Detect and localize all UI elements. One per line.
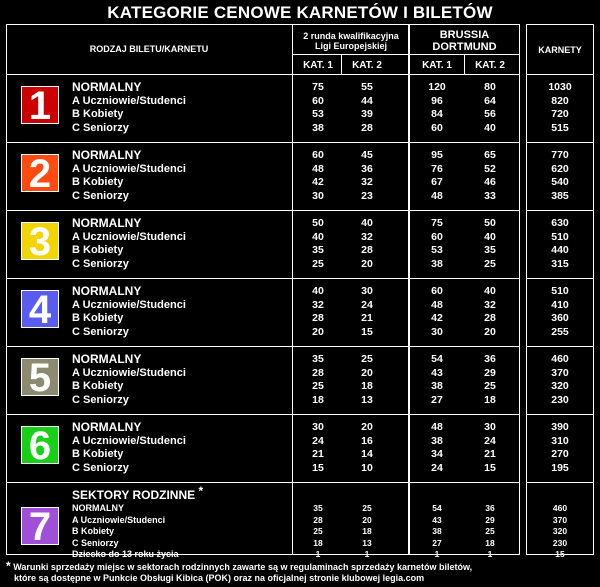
category-number: 7 [28,505,52,549]
label: NORMALNY [72,80,142,94]
price: 60 [431,230,443,243]
price: 370 [552,514,568,525]
price: 76 [431,162,443,175]
price: 75 [431,217,443,229]
price: 35 [313,503,323,513]
price: 55 [361,81,373,93]
price: 21 [484,448,496,460]
row-divider [409,210,520,211]
price: 24 [431,461,443,474]
price: 96 [431,94,443,107]
label: B Kobiety [72,448,124,460]
price: 64 [484,94,496,107]
family-sectors-title [72,484,204,502]
header-kat2-match1: KAT. 2 [352,60,382,71]
label: A Uczniowie/Studenci [72,94,186,107]
price: 310 [551,434,569,447]
price: 35 [312,244,324,256]
label: A Uczniowie/Studenci [72,230,186,243]
label: C Seniorzy [72,325,129,338]
price: 40 [484,230,496,243]
footnote-line1 [6,561,596,573]
price: 38 [431,434,443,447]
price: 360 [551,312,569,324]
divider [292,24,293,555]
price: 23 [361,189,373,202]
price: 820 [551,94,569,107]
label: C Seniorzy [72,537,119,548]
price: 25 [484,380,496,392]
price: 370 [551,366,569,379]
price: 230 [551,393,569,406]
price: 40 [312,285,324,297]
price: 38 [431,380,443,392]
prices-m1-kat2 [347,503,387,561]
category-badge-6 [21,424,59,468]
category-number: 3 [28,220,52,264]
price: 195 [551,461,569,474]
column-header-type: RODZAJ BILETU/KARNETU [89,44,209,54]
price: 48 [431,189,443,202]
price: 32 [312,298,324,311]
price: 390 [551,421,569,433]
row-divider [409,482,520,483]
label: C Seniorzy [72,189,129,202]
price: 15 [312,461,324,474]
prices-m1k1 [298,149,338,203]
prices-m2k1 [417,81,457,135]
price: 42 [431,312,443,324]
price: 54 [432,503,442,513]
label: B Kobiety [72,312,124,324]
price: 25 [484,257,496,270]
label: A Uczniowie/Studenci [72,162,186,175]
prices-m2k2 [470,285,510,339]
prices-m1k1 [298,285,338,339]
row-divider [526,278,594,279]
price: 1 [364,549,370,559]
price: 120 [428,81,446,93]
price: 38 [312,121,324,134]
price: 29 [484,366,496,379]
price: 1030 [548,81,572,93]
price: 18 [312,393,324,406]
prices-m2k1 [417,149,457,203]
price: 510 [551,285,569,297]
price: 33 [484,189,496,202]
price: 36 [484,353,496,365]
price: 25 [313,526,323,536]
footnote-text: Warunki sprzedaży miejsc w sektorach rodzinnych zawarte są w regulaminach sprzedaży karnetów biletów, [13,562,473,572]
prices-m2k2 [470,217,510,271]
page-title: KATEGORIE CENOWE KARNETÓW I BILETÓW [107,3,493,22]
price: 18 [485,537,495,548]
family-sectors-star: * [198,484,204,498]
label: A Uczniowie/Studenci [72,366,186,379]
price: 21 [312,448,324,460]
header-kat1-match2: KAT. 1 [422,60,452,71]
price: 53 [431,244,443,256]
price: 13 [362,537,372,548]
price: 48 [431,298,443,311]
row-divider [6,482,409,483]
row-divider [526,414,594,415]
price: 40 [361,217,373,229]
price: 25 [361,353,373,365]
category-number: 5 [28,356,52,400]
prices-m1k1 [298,81,338,135]
price: 50 [484,217,496,229]
label: B Kobiety [72,244,124,256]
price: 18 [313,537,323,548]
price: 56 [484,108,496,120]
label: A Uczniowie/Studenci [72,434,186,447]
prices-m1k2 [347,353,387,407]
price: 20 [362,514,372,525]
price: 42 [312,176,324,188]
match2-name-line2: DORTMUND [432,41,497,53]
row-divider [409,278,520,279]
price: 45 [361,149,373,161]
prices-karnety [540,503,580,561]
price: 54 [431,353,443,365]
price: 80 [484,81,496,93]
prices-m2k2 [470,149,510,203]
price: 29 [485,514,495,525]
price: 30 [484,421,496,433]
prices-karnety [540,285,580,339]
price: 320 [551,380,569,392]
label: A Uczniowie/Studenci [72,298,186,311]
category-number: 1 [28,84,52,128]
category-badge-2 [21,152,59,196]
prices-m1k2 [347,285,387,339]
price: 35 [312,353,324,365]
price: 620 [551,162,569,175]
label: B Kobiety [72,176,124,188]
row-labels [72,353,186,407]
prices-m2k1 [417,421,457,475]
prices-m2-kat1 [417,503,457,561]
price: 25 [312,257,324,270]
price: 1 [434,549,440,559]
price: 40 [484,121,496,134]
row-divider [526,210,594,211]
prices-m1k2 [347,421,387,475]
price: 18 [361,380,373,392]
prices-karnety [540,421,580,475]
divider [526,74,594,75]
prices-m1k2 [347,81,387,135]
label: B Kobiety [72,526,115,536]
price: 18 [484,393,496,406]
price: 1 [315,549,321,559]
row-divider [6,210,409,211]
price: 53 [312,108,324,120]
divider [409,54,520,55]
price: 20 [484,325,496,338]
price: 20 [361,257,373,270]
footnote [6,561,596,584]
row-divider [526,346,594,347]
price: 21 [361,312,373,324]
price: 15 [361,325,373,338]
label: Dziecko do 13 roku życia [72,549,179,559]
price: 25 [362,503,372,513]
row-divider [409,346,520,347]
prices-m2k2 [470,353,510,407]
prices-karnety [540,149,580,203]
price: 14 [361,448,373,460]
label: C Seniorzy [72,257,129,270]
price: 270 [551,448,569,460]
price: 43 [431,366,443,379]
price: 60 [431,121,443,134]
prices-karnety [540,81,580,135]
prices-m2-kat2 [470,503,510,561]
price: 30 [312,421,324,433]
prices-m1k1 [298,217,338,271]
price: 460 [551,353,569,365]
price: 48 [312,162,324,175]
price: 230 [552,537,568,548]
price: 720 [551,108,569,120]
price: 43 [432,514,442,525]
price: 32 [484,298,496,311]
header-kat2-match2: KAT. 2 [475,60,505,71]
prices-m1k1 [298,353,338,407]
label: A Uczniowie/Studenci [72,514,166,525]
column-header-karnety: KARNETY [538,45,582,55]
prices-m2k1 [417,285,457,339]
row-divider [526,142,594,143]
price: 30 [312,189,324,202]
category-number: 4 [28,288,52,332]
prices-m2k2 [470,81,510,135]
price: 84 [431,108,443,120]
label: C Seniorzy [72,393,129,406]
row-labels [72,421,186,475]
price: 35 [484,244,496,256]
price: 515 [551,121,569,134]
match2-name-line1: BRUSSIA [439,29,490,41]
row-labels [72,149,186,203]
divider [292,54,409,55]
price: 38 [432,526,442,536]
row-labels [72,81,186,135]
price: 320 [552,526,568,536]
price: 75 [312,81,324,93]
price: 34 [431,448,443,460]
category-badge-5 [21,356,59,400]
price: 28 [313,514,323,525]
prices-m1-kat1 [298,503,338,561]
price: 30 [431,325,443,338]
price: 39 [361,108,373,120]
price: 32 [361,176,373,188]
price: 13 [361,393,373,406]
row-divider [526,482,594,483]
label: C Seniorzy [72,121,129,134]
row-labels [72,217,186,271]
price: 40 [312,230,324,243]
prices-karnety [540,353,580,407]
prices-m2k2 [470,421,510,475]
price: 15 [484,461,496,474]
price: 50 [312,217,324,229]
prices-karnety [540,217,580,271]
price: 28 [312,312,324,324]
prices-m2k1 [417,217,457,271]
price: 16 [361,434,373,447]
price: 770 [551,149,569,161]
row-divider [6,142,409,143]
price: 20 [361,421,373,433]
price: 36 [485,503,495,513]
row7-labels [72,503,179,561]
price: 20 [361,366,373,379]
label: NORMALNY [72,503,124,513]
prices-m1k2 [347,217,387,271]
price: 28 [361,121,373,134]
price: 27 [432,537,442,548]
price: 60 [431,285,443,297]
label: NORMALNY [72,420,142,434]
price: 27 [431,393,443,406]
label: B Kobiety [72,108,124,120]
price: 440 [551,244,569,256]
label: NORMALNY [72,148,142,162]
row-divider [6,414,409,415]
divider [341,54,342,75]
price: 38 [431,257,443,270]
price: 28 [361,244,373,256]
label: NORMALNY [72,284,142,298]
row-divider [6,278,409,279]
prices-m2k1 [417,353,457,407]
price: 410 [551,298,569,311]
row-labels [72,285,186,339]
price: 32 [361,230,373,243]
category-number: 2 [28,152,52,196]
label: NORMALNY [72,352,142,366]
price: 52 [484,162,496,175]
price: 15 [555,549,565,559]
row-divider [6,346,409,347]
divider [6,74,520,75]
price: 65 [484,149,496,161]
price: 24 [312,434,324,447]
price: 28 [312,366,324,379]
price: 1 [487,549,493,559]
price: 540 [551,176,569,188]
label: NORMALNY [72,216,142,230]
price: 28 [484,312,496,324]
price: 24 [484,434,496,447]
category-badge-3 [21,220,59,264]
footnote-line2: które są dostępne w Punkcie Obsługi Kibica (POK) oraz na oficjalnej stronie klubowej legia.com [14,573,425,583]
column-header-match2 [409,29,520,53]
price: 44 [361,94,373,107]
category-badge-4 [21,288,59,332]
row-divider [409,142,520,143]
price: 48 [431,421,443,433]
price: 255 [551,325,569,338]
price: 460 [552,503,568,513]
price: 25 [312,380,324,392]
price: 630 [551,217,569,229]
row-divider [409,414,520,415]
price: 24 [361,298,373,311]
price: 25 [485,526,495,536]
price: 20 [312,325,324,338]
price: 30 [361,285,373,297]
prices-m1k2 [347,149,387,203]
price: 60 [312,94,324,107]
price: 385 [551,189,569,202]
price: 315 [551,257,569,270]
category-badge-7 [21,505,59,549]
price: 46 [484,176,496,188]
price: 36 [361,162,373,175]
price: 40 [484,285,496,297]
price: 10 [361,461,373,474]
label: C Seniorzy [72,461,129,474]
price: 510 [551,230,569,243]
header-kat1-match1: KAT. 1 [303,60,333,71]
label: B Kobiety [72,380,124,392]
column-header-match1: 2 runda kwalifikacyjna Ligi Europejskiej [303,31,399,51]
divider [464,54,465,75]
price: 67 [431,176,443,188]
family-sectors-label: SEKTORY RODZINNE [72,488,196,502]
price: 95 [431,149,443,161]
category-number: 6 [28,424,52,468]
prices-m1k1 [298,421,338,475]
category-badge-1 [21,84,59,128]
price: 60 [312,149,324,161]
price: 18 [362,526,372,536]
footnote-star: * [6,559,11,573]
